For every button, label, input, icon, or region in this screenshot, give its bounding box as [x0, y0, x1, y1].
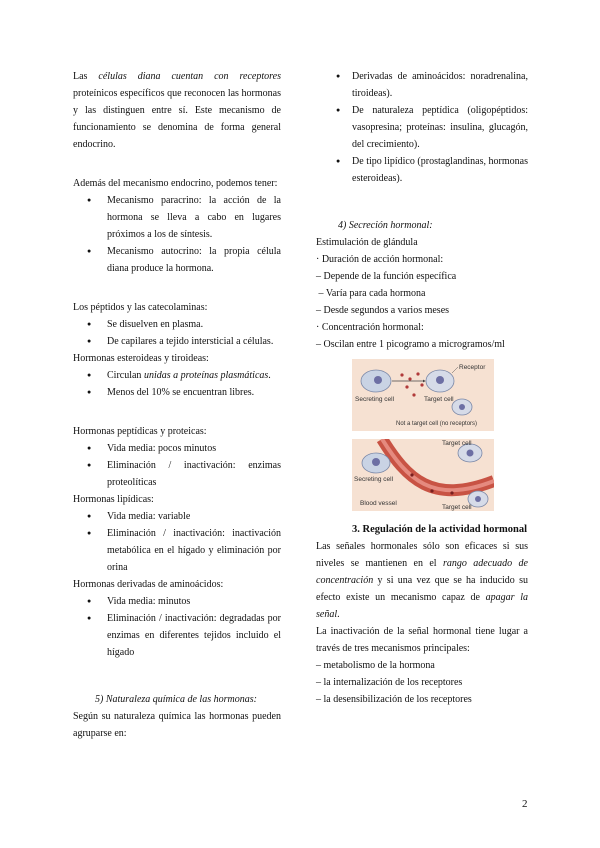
secreting-cell-label: Secreting cell [355, 396, 395, 403]
list-item: ● Vida media: variable [73, 508, 281, 525]
list-item: ● Derivadas de aminoácidos: noradrenalina, tiroideas). [316, 68, 528, 102]
mechanism-line: – la internalización de los receptores [316, 677, 463, 688]
target-cell-top-label: Target cell [442, 440, 472, 447]
secretion-line: – Oscilan entre 1 picogramo a microgramos/ml [316, 339, 505, 350]
list-item: ● De tipo lipídico (prostaglandinas, hormonas esteroideas). [316, 153, 528, 187]
paracrine-figure [352, 359, 494, 431]
list-item: ● Menos del 10% se encuentran libres. [73, 384, 281, 401]
secretion-line: – Varía para cada hormona [316, 288, 426, 299]
left-column [73, 68, 281, 742]
mechanism-line: – metabolismo de la hormona [316, 660, 435, 671]
intro-paragraph: Las células diana cuentan con receptores proteínicos específicos que reconocen las hormonas y las distinguen entre sí. Este mecanismo de funcionamiento se denomina de forma general endocrino. [73, 71, 281, 150]
additional-list [73, 192, 281, 277]
page-number: 2 [522, 798, 528, 810]
not-target-label: Not a target cell (no receptors) [396, 421, 478, 427]
list-item: ● Se disuelven en plasma. [73, 316, 281, 333]
lipid-list [73, 508, 281, 576]
list-item: ● Eliminación / inactivación: enzimas proteolíticas [73, 457, 281, 491]
secretion-line: · Concentración hormonal: [316, 322, 424, 333]
blood-vessel-label: Blood vessel [360, 500, 397, 507]
right-column [316, 68, 528, 708]
list-item: ● De naturaleza peptídica (oligopéptidos: vasopresina; proteínas: insulina, glucagón, del crecimiento). [316, 102, 528, 153]
list-item: ● Eliminación / inactivación: inactivación metabólica en el hígado y eliminación por orina [73, 525, 281, 576]
nature-list [316, 68, 528, 187]
secretion-line: Estimulación de glándula [316, 237, 418, 248]
list-item: ● Circulan unidas a proteínas plasmáticas. [73, 367, 281, 384]
section5-title: 5) Naturaleza química de las hormonas: [95, 694, 257, 705]
amino-heading: Hormonas derivadas de aminoácidos: [73, 579, 224, 590]
regulation-paragraph-2: La inactivación de la señal hormonal tiene lugar a través de tres mecanismos principales: [316, 626, 528, 654]
list-item: ● Mecanismo autocrino: la propia célula diana produce la hormona. [73, 243, 281, 277]
section3-title: 3. Regulación de la actividad hormonal [352, 524, 528, 535]
additional-heading: Además del mecanismo endocrino, podemos tener: [73, 178, 278, 189]
paracrine-diagram [352, 359, 494, 431]
peptidic-list [73, 440, 281, 491]
secretion-line: – Desde segundos a varios meses [316, 305, 450, 316]
amino-list [73, 593, 281, 661]
secretion-block [316, 234, 528, 353]
regulation-paragraph-1: Las señales hormonales sólo son eficaces si sus niveles se mantienen en el rango adecuado de concentración y si una vez que se ha inducido su efecto existe un mecanismo capaz de apagar la señal. [316, 541, 529, 620]
endocrine-diagram [352, 439, 494, 511]
steroid-list [73, 367, 281, 401]
secreting-cell-label: Secreting cell [354, 476, 394, 483]
steroid-heading: Hormonas esteroideas y tiroideas: [73, 353, 209, 364]
secretion-line: – Depende de la función específica [316, 271, 457, 282]
receptor-label: Receptor [459, 364, 486, 371]
peptides-heading: Los péptidos y las catecolaminas: [73, 302, 208, 313]
list-item: ● Vida media: pocos minutos [73, 440, 281, 457]
list-item: ● De capilares a tejido intersticial a células. [73, 333, 281, 350]
endocrine-figure [352, 439, 494, 511]
section4-title: 4) Secreción hormonal: [338, 220, 433, 231]
list-item: ● Eliminación / inactivación: degradadas por enzimas en diferentes tejidos incluido el hígado [73, 610, 281, 661]
mechanism-line: – la desensibilización de los receptores [316, 694, 472, 705]
target-cell-bottom-label: Target cell [442, 504, 472, 511]
section5-text: Según su naturaleza química las hormonas pueden agruparse en: [73, 711, 281, 739]
list-item: ● Mecanismo paracrino: la acción de la hormona se lleva a cabo en lugares próximos a los de síntesis. [73, 192, 281, 243]
lipid-heading: Hormonas lipídicas: [73, 494, 154, 505]
peptides-list [73, 316, 281, 350]
peptidic-heading: Hormonas peptídicas y proteicas: [73, 426, 207, 437]
target-cell-label: Target cell [424, 396, 454, 403]
secretion-line: · Duración de acción hormonal: [316, 254, 444, 265]
list-item: ● Vida media: minutos [73, 593, 281, 610]
